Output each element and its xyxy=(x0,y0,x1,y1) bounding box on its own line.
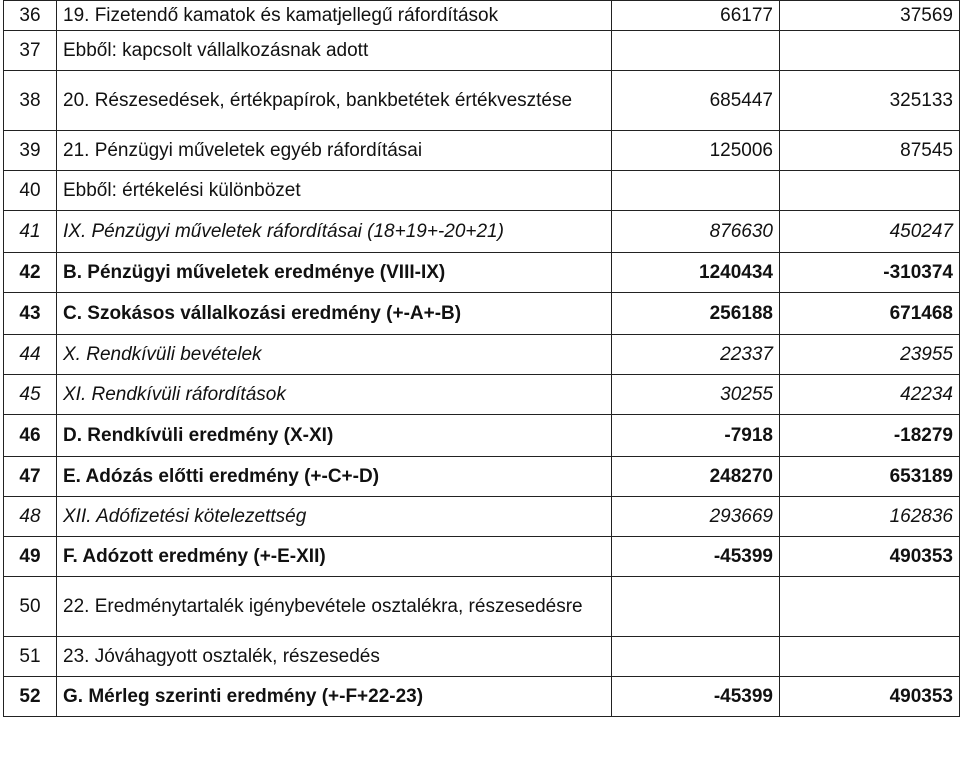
value-current-cell xyxy=(612,171,780,211)
value-current-cell: 256188 xyxy=(612,293,780,335)
row-label-cell: F. Adózott eredmény (+-E-XII) xyxy=(57,537,612,577)
value-previous-cell: 37569 xyxy=(780,1,960,31)
row-label-cell: IX. Pénzügyi műveletek ráfordításai (18+19+-20+21) xyxy=(57,211,612,253)
row-number-cell: 52 xyxy=(4,677,57,717)
table-row xyxy=(4,375,960,415)
row-label-cell: Ebből: értékelési különbözet xyxy=(57,171,612,211)
value-previous-cell xyxy=(780,577,960,637)
value-current-cell: 30255 xyxy=(612,375,780,415)
row-number-cell: 41 xyxy=(4,211,57,253)
row-label-cell: X. Rendkívüli bevételek xyxy=(57,335,612,375)
value-current-cell: 248270 xyxy=(612,457,780,497)
value-current-cell: 66177 xyxy=(612,1,780,31)
row-label-cell: 20. Részesedések, értékpapírok, bankbetétek értékvesztése xyxy=(57,71,612,131)
value-current-cell: 125006 xyxy=(612,131,780,171)
row-label-cell: XI. Rendkívüli ráfordítások xyxy=(57,375,612,415)
value-previous-cell: -18279 xyxy=(780,415,960,457)
value-current-cell: 293669 xyxy=(612,497,780,537)
table-row xyxy=(4,31,960,71)
value-previous-cell: 671468 xyxy=(780,293,960,335)
row-number-cell: 51 xyxy=(4,637,57,677)
value-current-cell: -7918 xyxy=(612,415,780,457)
value-current-cell: 876630 xyxy=(612,211,780,253)
value-previous-cell: 490353 xyxy=(780,537,960,577)
row-label-cell: 23. Jóváhagyott osztalék, részesedés xyxy=(57,637,612,677)
table-row xyxy=(4,497,960,537)
table-row xyxy=(4,71,960,131)
value-previous-cell: 325133 xyxy=(780,71,960,131)
table-row xyxy=(4,171,960,211)
value-previous-cell: 653189 xyxy=(780,457,960,497)
value-previous-cell xyxy=(780,31,960,71)
table-row xyxy=(4,211,960,253)
row-number-cell: 36 xyxy=(4,1,57,31)
table-row xyxy=(4,537,960,577)
value-current-cell: -45399 xyxy=(612,677,780,717)
value-previous-cell: 162836 xyxy=(780,497,960,537)
table-row xyxy=(4,637,960,677)
financial-statement-body xyxy=(4,1,960,717)
table-row xyxy=(4,415,960,457)
value-current-cell: -45399 xyxy=(612,537,780,577)
table-row xyxy=(4,457,960,497)
financial-statement-table xyxy=(3,0,960,717)
row-number-cell: 49 xyxy=(4,537,57,577)
table-row xyxy=(4,131,960,171)
row-number-cell: 48 xyxy=(4,497,57,537)
row-number-cell: 50 xyxy=(4,577,57,637)
row-number-cell: 45 xyxy=(4,375,57,415)
row-number-cell: 44 xyxy=(4,335,57,375)
row-number-cell: 46 xyxy=(4,415,57,457)
value-current-cell xyxy=(612,31,780,71)
row-number-cell: 39 xyxy=(4,131,57,171)
table-row xyxy=(4,253,960,293)
value-previous-cell: 42234 xyxy=(780,375,960,415)
value-current-cell xyxy=(612,577,780,637)
value-previous-cell: 23955 xyxy=(780,335,960,375)
row-label-cell: E. Adózás előtti eredmény (+-C+-D) xyxy=(57,457,612,497)
row-number-cell: 47 xyxy=(4,457,57,497)
row-label-cell: 19. Fizetendő kamatok és kamatjellegű ráfordítások xyxy=(57,1,612,31)
row-number-cell: 37 xyxy=(4,31,57,71)
value-previous-cell: 490353 xyxy=(780,677,960,717)
value-current-cell: 1240434 xyxy=(612,253,780,293)
row-number-cell: 43 xyxy=(4,293,57,335)
row-number-cell: 42 xyxy=(4,253,57,293)
row-label-cell: B. Pénzügyi műveletek eredménye (VIII-IX) xyxy=(57,253,612,293)
value-previous-cell: -310374 xyxy=(780,253,960,293)
row-label-cell: Ebből: kapcsolt vállalkozásnak adott xyxy=(57,31,612,71)
value-previous-cell: 87545 xyxy=(780,131,960,171)
table-row xyxy=(4,677,960,717)
row-label-cell: XII. Adófizetési kötelezettség xyxy=(57,497,612,537)
value-current-cell xyxy=(612,637,780,677)
table-row xyxy=(4,577,960,637)
value-current-cell: 685447 xyxy=(612,71,780,131)
table-row xyxy=(4,293,960,335)
table-row xyxy=(4,1,960,31)
row-label-cell: 21. Pénzügyi műveletek egyéb ráfordításai xyxy=(57,131,612,171)
value-previous-cell: 450247 xyxy=(780,211,960,253)
value-previous-cell xyxy=(780,171,960,211)
row-label-cell: 22. Eredménytartalék igénybevétele osztalékra, részesedésre xyxy=(57,577,612,637)
table-row xyxy=(4,335,960,375)
row-label-cell: D. Rendkívüli eredmény (X-XI) xyxy=(57,415,612,457)
value-current-cell: 22337 xyxy=(612,335,780,375)
row-label-cell: G. Mérleg szerinti eredmény (+-F+22-23) xyxy=(57,677,612,717)
value-previous-cell xyxy=(780,637,960,677)
row-number-cell: 38 xyxy=(4,71,57,131)
row-number-cell: 40 xyxy=(4,171,57,211)
row-label-cell: C. Szokásos vállalkozási eredmény (+-A+-B) xyxy=(57,293,612,335)
